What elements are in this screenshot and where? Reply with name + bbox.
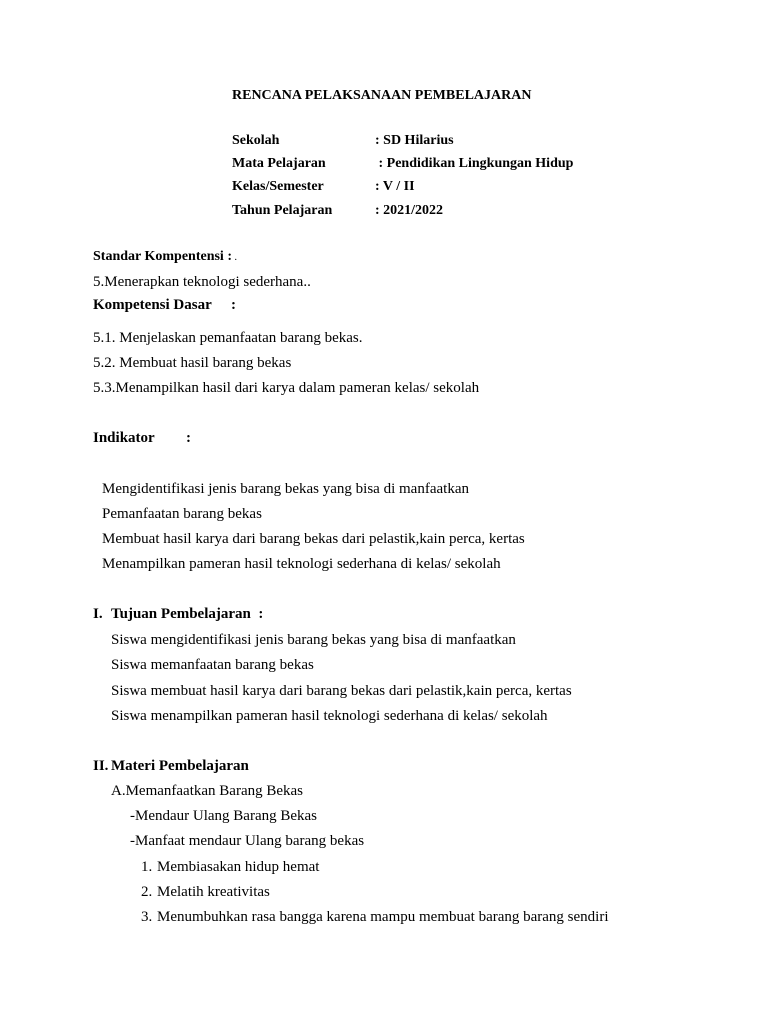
- indikator-item: Membuat hasil karya dari barang bekas dari pelastik,kain perca, kertas: [102, 531, 525, 547]
- indikator-item: Pemanfaatan barang bekas: [102, 506, 262, 522]
- tujuan-item: Siswa mengidentifikasi jenis barang bekas yang bisa di manfaatkan: [111, 632, 516, 648]
- identity-label-tahun-pelajaran: Tahun Pelajaran: [232, 203, 333, 218]
- indikator-label: Indikator: [93, 430, 155, 446]
- identity-value-kelas-semester: : V / II: [375, 179, 415, 194]
- materi-numbered-num: 1.: [141, 859, 153, 875]
- kompetensi-dasar-item: 5.1. Menjelaskan pemanfaatan barang bekas.: [93, 330, 363, 346]
- tujuan-number: I.: [93, 606, 103, 622]
- document-title: RENCANA PELAKSANAAN PEMBELAJARAN: [232, 88, 532, 103]
- identity-label-sekolah: Sekolah: [232, 133, 280, 148]
- kompetensi-dasar-item: 5.2. Membuat hasil barang bekas: [93, 355, 292, 371]
- tujuan-item: Siswa membuat hasil karya dari barang bekas dari pelastik,kain perca, kertas: [111, 683, 572, 699]
- indikator-item: Mengidentifikasi jenis barang bekas yang bisa di manfaatkan: [102, 481, 469, 497]
- materi-number: II.: [93, 758, 109, 774]
- materi-numbered-num: 2.: [141, 884, 153, 900]
- identity-value-sekolah: : SD Hilarius: [375, 133, 454, 148]
- tujuan-item: Siswa memanfaatan barang bekas: [111, 657, 314, 673]
- standar-kompetensi-item: 5.Menerapkan teknologi sederhana..: [93, 274, 311, 290]
- materi-numbered-num: 3.: [141, 909, 153, 925]
- tujuan-label: Tujuan Pembelajaran :: [111, 606, 264, 622]
- materi-numbered-text: Menumbuhkan rasa bangga karena mampu membuat barang barang sendiri: [157, 909, 609, 925]
- materi-subheading-a: A.Memanfaatkan Barang Bekas: [111, 783, 304, 799]
- standar-kompetensi-heading: [93, 250, 237, 264]
- materi-label: Materi Pembelajaran: [111, 758, 249, 774]
- standar-kompetensi-trailing: .: [231, 252, 237, 263]
- kompetensi-dasar-item: 5.3.Menampilkan hasil dari karya dalam pameran kelas/ sekolah: [93, 380, 480, 396]
- kompetensi-dasar-colon: :: [231, 297, 236, 313]
- materi-numbered-text: Membiasakan hidup hemat: [157, 859, 320, 875]
- identity-value-mata-pelajaran: : Pendidikan Lingkungan Hidup: [375, 156, 574, 171]
- materi-numbered-text: Melatih kreativitas: [157, 884, 270, 900]
- kompetensi-dasar-label: Kompetensi Dasar: [93, 297, 212, 313]
- indikator-colon: :: [186, 430, 191, 446]
- indikator-item: Menampilkan pameran hasil teknologi sederhana di kelas/ sekolah: [102, 556, 501, 572]
- materi-dash-item: -Manfaat mendaur Ulang barang bekas: [130, 833, 365, 849]
- tujuan-item: Siswa menampilkan pameran hasil teknologi sederhana di kelas/ sekolah: [111, 708, 548, 724]
- identity-value-tahun-pelajaran: : 2021/2022: [375, 203, 444, 218]
- standar-kompetensi-label: Standar Kompentensi :: [93, 249, 232, 264]
- materi-dash-item: -Mendaur Ulang Barang Bekas: [130, 808, 318, 824]
- identity-label-kelas-semester: Kelas/Semester: [232, 179, 324, 194]
- identity-label-mata-pelajaran: Mata Pelajaran: [232, 156, 326, 171]
